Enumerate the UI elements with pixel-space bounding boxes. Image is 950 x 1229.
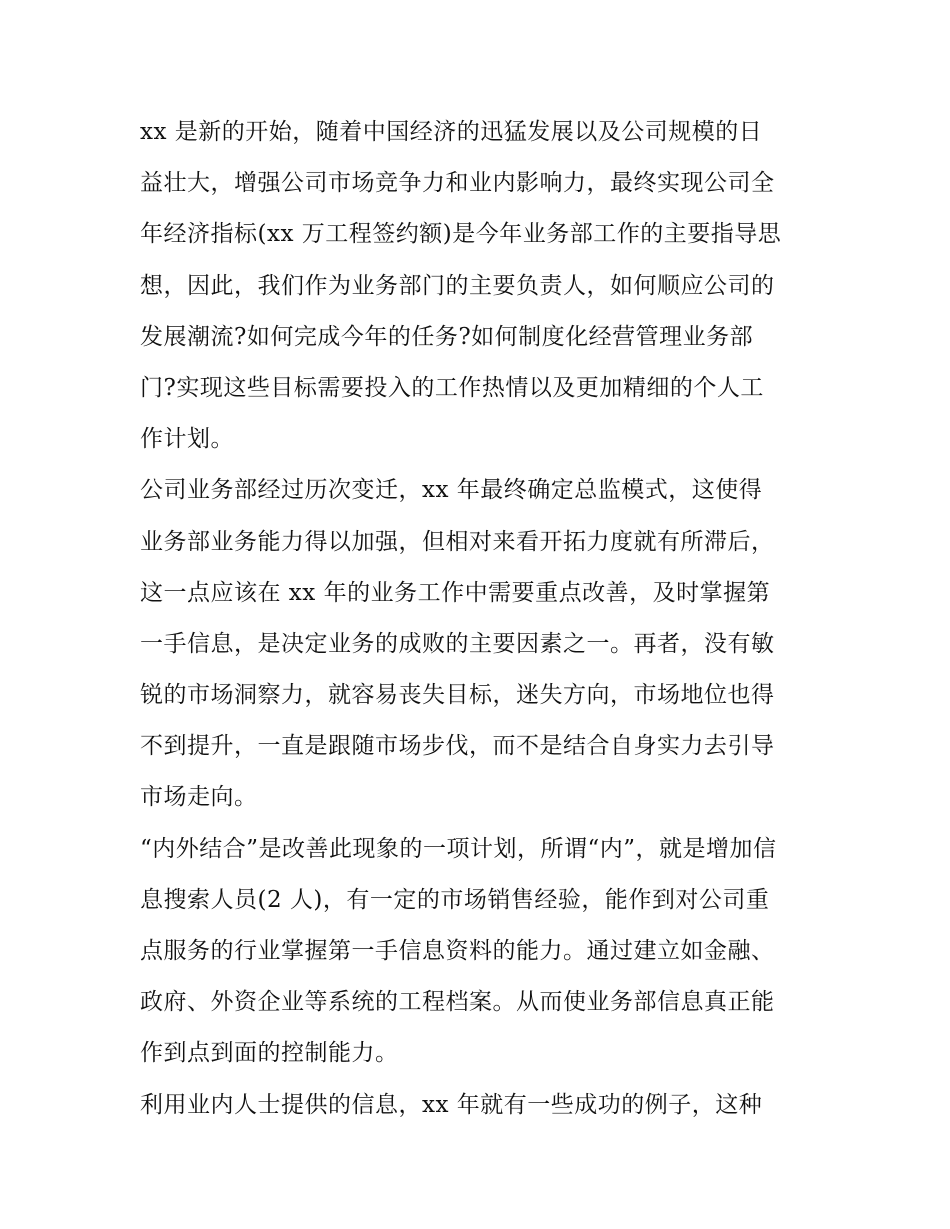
text-line: 一手信息，是决定业务的成败的主要因素之一。再者，没有敏 bbox=[140, 630, 775, 657]
text-line: 公司业务部经过历次变迁，xx 年最终确定总监模式，这使得 bbox=[140, 477, 763, 504]
text-line: 门?实现这些目标需要投入的工作热情以及更加精细的个人工 bbox=[140, 374, 764, 401]
text-line: 想，因此，我们作为业务部门的主要负责人，如何顺应公司的 bbox=[140, 272, 775, 299]
document-body bbox=[140, 107, 820, 1131]
text-line: 作到点到面的控制能力。 bbox=[140, 1040, 399, 1067]
text-line: xx 是新的开始，随着中国经济的迅猛发展以及公司规模的日 bbox=[140, 119, 763, 145]
text-line: 这一点应该在 xx 年的业务工作中需要重点改善，及时掌握第 bbox=[140, 579, 771, 606]
text-line: 政府、外资企业等系统的工程档案。从而使业务部信息真正能 bbox=[140, 989, 775, 1016]
text-line: 息搜索人员(2 人)，有一定的市场销售经验，能作到对公司重 bbox=[140, 886, 770, 913]
text-line: 利用业内人士提供的信息，xx 年就有一些成功的例子，这种 bbox=[140, 1091, 763, 1118]
text-line: 不到提升，一直是跟随市场步伐，而不是结合自身实力去引导 bbox=[140, 733, 775, 760]
text-line: 发展潮流?如何完成今年的任务?如何制度化经营管理业务部 bbox=[140, 323, 754, 350]
text-line: 益壮大，增强公司市场竞争力和业内影响力，最终实现公司全 bbox=[140, 170, 775, 197]
text-line: 业务部业务能力得以加强，但相对来看开拓力度就有所滞后， bbox=[140, 528, 775, 555]
text-line: 作计划。 bbox=[140, 426, 234, 453]
text-line: 锐的市场洞察力，就容易丧失目标，迷失方向，市场地位也得 bbox=[140, 682, 775, 709]
text-line: 年经济指标(xx 万工程签约额)是今年业务部工作的主要指导思 bbox=[140, 221, 782, 248]
text-line: 市场走向。 bbox=[140, 784, 258, 811]
text-line: 点服务的行业掌握第一手信息资料的能力。通过建立如金融、 bbox=[140, 938, 775, 964]
text-line: “内外结合”是改善此现象的一项计划，所谓“内”，就是增加信 bbox=[140, 835, 777, 862]
